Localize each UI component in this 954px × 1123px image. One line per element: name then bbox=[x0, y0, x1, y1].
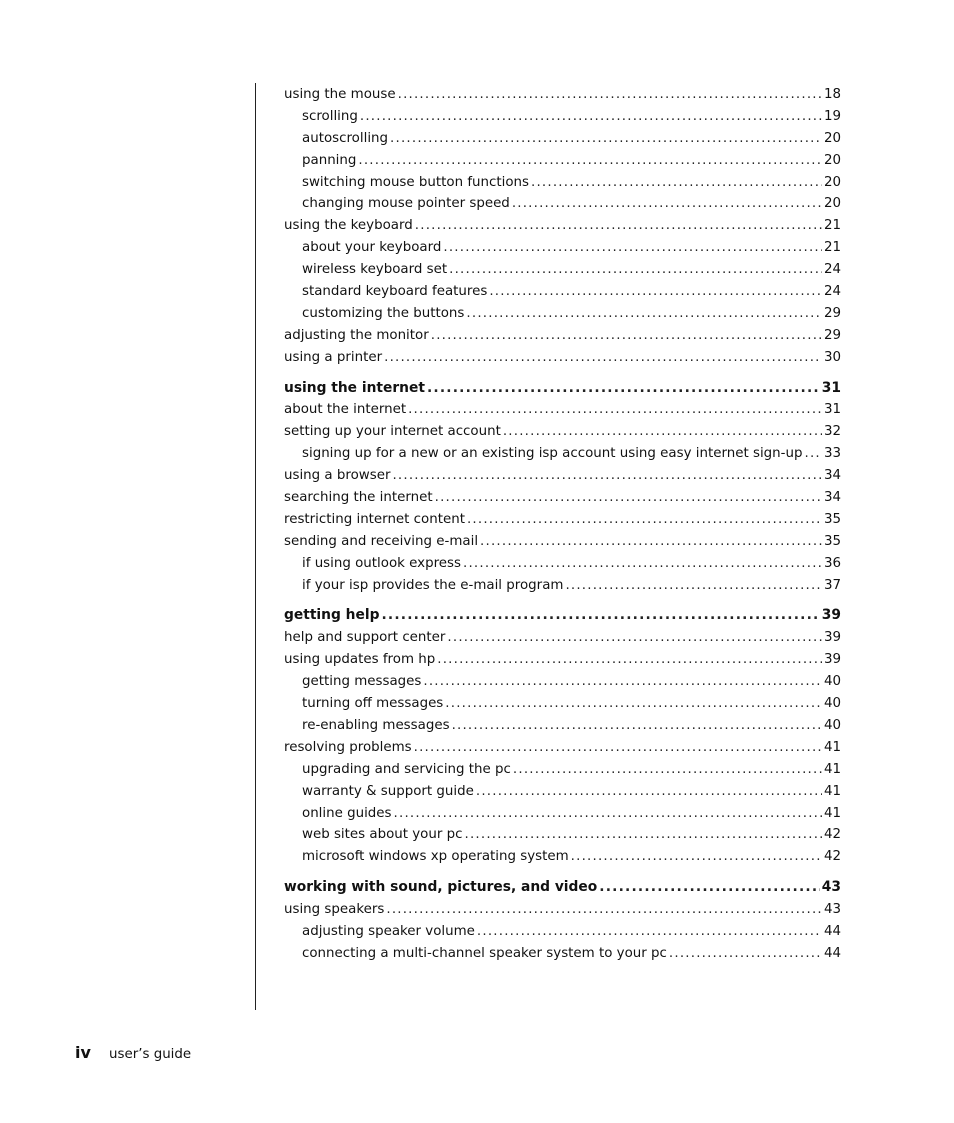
toc-entry-page: 31 bbox=[821, 379, 841, 396]
toc-entry-page: 40 bbox=[823, 696, 841, 712]
toc-entry[interactable] bbox=[284, 649, 841, 671]
toc-entry[interactable] bbox=[284, 325, 841, 347]
toc-entry-title: sending and receiving e-mail bbox=[284, 533, 479, 549]
dot-leader bbox=[358, 150, 822, 172]
dot-leader bbox=[480, 531, 822, 553]
toc-entry-page: 41 bbox=[823, 783, 841, 799]
toc-entry[interactable] bbox=[284, 824, 841, 846]
toc-entry[interactable] bbox=[284, 172, 841, 194]
toc-entry[interactable] bbox=[284, 693, 841, 715]
toc-entry-title: if using outlook express bbox=[302, 555, 461, 571]
dot-leader bbox=[427, 378, 820, 400]
toc-entry-title: turning off messages bbox=[302, 696, 444, 712]
toc-entry-page: 40 bbox=[823, 674, 841, 690]
toc-entry[interactable] bbox=[284, 781, 841, 803]
toc-entry-title: help and support center bbox=[284, 630, 446, 646]
toc-entry-title: adjusting the monitor bbox=[284, 327, 429, 343]
toc-entry-title: using a browser bbox=[284, 468, 391, 484]
toc-entry-title: connecting a multi-channel speaker system to your pc bbox=[302, 945, 667, 961]
dot-leader bbox=[531, 172, 822, 194]
toc-entry-title: scrolling bbox=[302, 108, 358, 124]
margin-rule bbox=[255, 83, 256, 1010]
toc-entry-title: upgrading and servicing the pc bbox=[302, 761, 511, 777]
toc-entry-title: using a printer bbox=[284, 349, 383, 365]
toc-entry-page: 30 bbox=[823, 349, 841, 365]
toc-entry-title: getting help bbox=[284, 607, 380, 624]
dot-leader bbox=[669, 943, 822, 965]
toc-entry-page: 35 bbox=[823, 511, 841, 527]
toc-entry-title: if your isp provides the e-mail program bbox=[302, 577, 564, 593]
dot-leader bbox=[431, 325, 822, 347]
dot-leader bbox=[804, 443, 821, 465]
toc-entry[interactable] bbox=[284, 421, 841, 443]
dot-leader bbox=[465, 824, 822, 846]
dot-leader bbox=[467, 509, 822, 531]
dot-leader bbox=[423, 671, 822, 693]
dot-leader bbox=[513, 759, 822, 781]
toc-entry-page: 18 bbox=[823, 87, 841, 102]
dot-leader bbox=[503, 421, 822, 443]
toc-entry-page: 20 bbox=[823, 196, 841, 212]
dot-leader bbox=[449, 259, 822, 281]
toc-entry-title: using the internet bbox=[284, 379, 425, 396]
dot-leader bbox=[463, 553, 822, 575]
toc-entry-title: customizing the buttons bbox=[302, 305, 465, 321]
toc-entry-page: 32 bbox=[823, 424, 841, 440]
page-footer bbox=[75, 1043, 191, 1062]
toc-entry-page: 43 bbox=[821, 879, 841, 896]
toc-entry-title: warranty & support guide bbox=[302, 783, 474, 799]
toc-entry[interactable] bbox=[284, 899, 841, 921]
toc-entry-page: 29 bbox=[823, 327, 841, 343]
toc-entry[interactable] bbox=[284, 443, 841, 465]
dot-leader bbox=[445, 693, 822, 715]
dot-leader bbox=[477, 921, 822, 943]
toc-entry-title: standard keyboard features bbox=[302, 284, 488, 300]
toc-entry-title: restricting internet content bbox=[284, 511, 465, 527]
dot-leader bbox=[571, 846, 822, 868]
toc-entry-title: using the keyboard bbox=[284, 218, 413, 234]
toc-entry-title: wireless keyboard set bbox=[302, 262, 448, 278]
toc-entry[interactable] bbox=[284, 259, 841, 281]
toc-entry-page: 36 bbox=[823, 555, 841, 571]
toc-entry-title: web sites about your pc bbox=[302, 827, 463, 843]
toc-entry-page: 39 bbox=[823, 630, 841, 646]
toc-entry-page: 41 bbox=[823, 739, 841, 755]
dot-leader bbox=[394, 803, 822, 825]
toc-entry-page: 39 bbox=[823, 652, 841, 668]
dot-leader bbox=[390, 128, 822, 150]
toc-entry-title: panning bbox=[302, 152, 357, 168]
toc-entry[interactable] bbox=[284, 303, 841, 325]
toc-entry-page: 40 bbox=[823, 717, 841, 733]
toc-entry[interactable] bbox=[284, 465, 841, 487]
dot-leader bbox=[447, 627, 822, 649]
toc-entry-title: about your keyboard bbox=[302, 240, 442, 256]
dot-leader bbox=[360, 106, 822, 128]
dot-leader bbox=[476, 781, 822, 803]
toc-entry-page: 42 bbox=[823, 849, 841, 865]
dot-leader bbox=[414, 737, 822, 759]
toc-entry-page: 21 bbox=[823, 240, 841, 256]
toc-entry[interactable] bbox=[284, 553, 841, 575]
toc-section-heading[interactable] bbox=[284, 605, 841, 627]
dot-leader bbox=[386, 899, 822, 921]
toc-entry-page: 21 bbox=[823, 218, 841, 234]
toc-entry-title: using updates from hp bbox=[284, 652, 436, 668]
toc-entry-page: 34 bbox=[823, 468, 841, 484]
dot-leader bbox=[381, 605, 819, 627]
toc-section-heading[interactable] bbox=[284, 378, 841, 400]
toc-entry-title: searching the internet bbox=[284, 490, 433, 506]
toc-entry[interactable] bbox=[284, 106, 841, 128]
dot-leader bbox=[392, 465, 821, 487]
toc-entry[interactable] bbox=[284, 531, 841, 553]
toc-entry-title: about the internet bbox=[284, 402, 407, 418]
footer-page-number: iv bbox=[75, 1043, 91, 1062]
toc-entry-title: setting up your internet account bbox=[284, 424, 501, 440]
dot-leader bbox=[489, 281, 822, 303]
toc-entry[interactable] bbox=[284, 921, 841, 943]
toc-entry[interactable] bbox=[284, 281, 841, 303]
toc-entry-title: autoscrolling bbox=[302, 130, 389, 146]
toc-entry-page: 29 bbox=[823, 305, 841, 321]
toc-entry[interactable] bbox=[284, 215, 841, 237]
toc-entry[interactable] bbox=[284, 803, 841, 825]
toc-entry[interactable] bbox=[284, 737, 841, 759]
dot-leader bbox=[398, 84, 822, 106]
dot-leader bbox=[415, 215, 822, 237]
toc-entry[interactable] bbox=[284, 759, 841, 781]
dot-leader bbox=[435, 487, 822, 509]
toc-entry-title: microsoft windows xp operating system bbox=[302, 849, 569, 865]
toc-entry[interactable] bbox=[284, 150, 841, 172]
toc-entry[interactable] bbox=[284, 237, 841, 259]
toc-entry-page: 34 bbox=[823, 490, 841, 506]
toc-entry-title: adjusting speaker volume bbox=[302, 923, 475, 939]
toc-entry-title: online guides bbox=[302, 805, 392, 821]
dot-leader bbox=[437, 649, 822, 671]
toc-entry-page: 43 bbox=[823, 902, 841, 918]
toc-entry-page: 20 bbox=[823, 130, 841, 146]
toc-entry-title: re-enabling messages bbox=[302, 717, 450, 733]
toc-entry-title: working with sound, pictures, and video bbox=[284, 879, 598, 896]
toc-entry-page: 33 bbox=[823, 446, 841, 462]
toc-entry[interactable] bbox=[284, 671, 841, 693]
toc-entry-page: 19 bbox=[823, 108, 841, 124]
toc-entry-page: 24 bbox=[823, 284, 841, 300]
toc-entry[interactable] bbox=[284, 84, 841, 106]
toc-entry-page: 42 bbox=[823, 827, 841, 843]
toc-entry-title: getting messages bbox=[302, 674, 422, 690]
dot-leader bbox=[565, 575, 822, 597]
dot-leader bbox=[384, 347, 822, 369]
toc-entry-title: signing up for a new or an existing isp account using easy internet sign-up bbox=[302, 446, 803, 462]
dot-leader bbox=[452, 715, 822, 737]
toc-entry-page: 39 bbox=[821, 607, 841, 624]
toc-entry[interactable] bbox=[284, 193, 841, 215]
dot-leader bbox=[408, 399, 822, 421]
toc-entry-page: 44 bbox=[823, 945, 841, 961]
toc-entry-title: using speakers bbox=[284, 902, 385, 918]
toc-entry-page: 41 bbox=[823, 805, 841, 821]
dot-leader bbox=[443, 237, 822, 259]
toc-entry[interactable] bbox=[284, 943, 841, 965]
toc-entry-page: 35 bbox=[823, 533, 841, 549]
toc-section-heading[interactable] bbox=[284, 877, 841, 899]
toc-entry[interactable] bbox=[284, 128, 841, 150]
toc-entry-page: 31 bbox=[823, 402, 841, 418]
table-of-contents bbox=[284, 84, 841, 965]
toc-entry-page: 20 bbox=[823, 174, 841, 190]
toc-entry[interactable] bbox=[284, 575, 841, 597]
toc-entry[interactable] bbox=[284, 347, 841, 369]
footer-guide-title: user’s guide bbox=[109, 1047, 192, 1062]
dot-leader bbox=[512, 193, 822, 215]
toc-entry[interactable] bbox=[284, 487, 841, 509]
toc-entry[interactable] bbox=[284, 509, 841, 531]
toc-entry-title: resolving problems bbox=[284, 739, 412, 755]
dot-leader bbox=[466, 303, 822, 325]
toc-entry-title: changing mouse pointer speed bbox=[302, 196, 510, 212]
toc-entry-page: 24 bbox=[823, 262, 841, 278]
toc-entry-page: 20 bbox=[823, 152, 841, 168]
toc-entry[interactable] bbox=[284, 399, 841, 421]
toc-entry-title: using the mouse bbox=[284, 87, 396, 102]
toc-entry[interactable] bbox=[284, 627, 841, 649]
toc-entry[interactable] bbox=[284, 715, 841, 737]
toc-entry-title: switching mouse button functions bbox=[302, 174, 530, 190]
toc-entry-page: 44 bbox=[823, 923, 841, 939]
dot-leader bbox=[599, 877, 820, 899]
toc-entry-page: 37 bbox=[823, 577, 841, 593]
toc-entry[interactable] bbox=[284, 846, 841, 868]
toc-entry-page: 41 bbox=[823, 761, 841, 777]
